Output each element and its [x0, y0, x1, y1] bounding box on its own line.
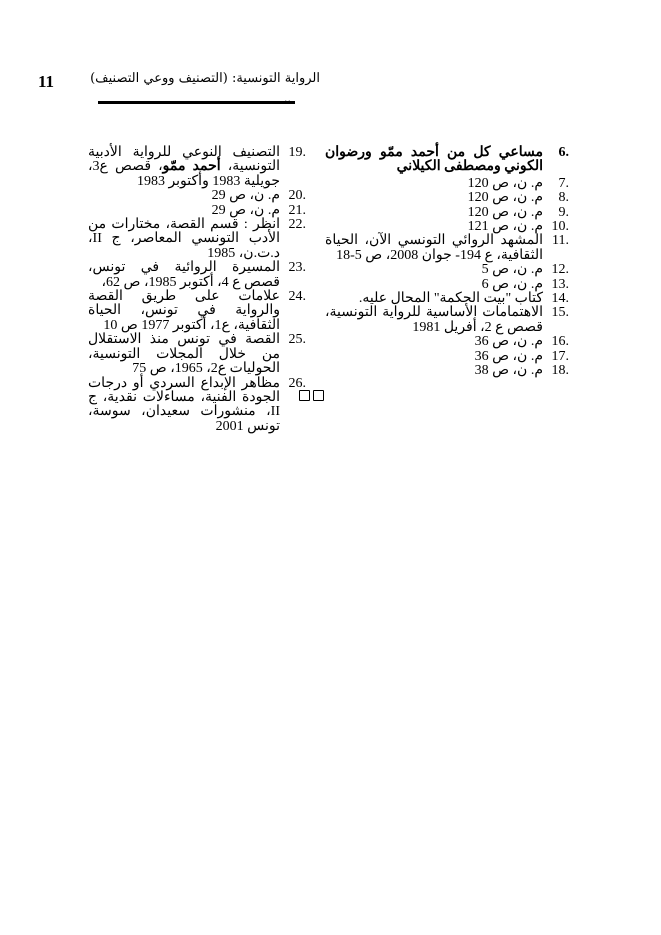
note-6 — [325, 146, 569, 175]
note-9 — [325, 206, 569, 220]
end-square-icon — [299, 390, 310, 401]
note-19 — [88, 146, 306, 189]
page-number: 11 — [38, 72, 55, 91]
end-mark — [299, 390, 324, 401]
note-12 — [325, 263, 569, 277]
note-text: علامات على طريق القصة والرواية في تونس، الحياة الثقافية، ع1، أكتوبر 1977 ص 10 — [88, 289, 280, 333]
note-20 — [88, 189, 306, 203]
note-number: 20. — [288, 188, 306, 204]
note-text-rest: ، قصص ع3، جويلية 1983 وأكتوبر 1983 — [88, 159, 280, 189]
note-text: م. ن، ص 36 — [474, 334, 543, 350]
note-23 — [88, 261, 306, 290]
note-number: 21. — [288, 202, 306, 218]
note-25 — [88, 333, 306, 376]
header-rule — [98, 101, 295, 104]
note-text: مساعي كل من أحمد ممّو ورضوان الكوني ومصطفى الكيلاني — [325, 145, 543, 175]
note-text: المسيرة الروائية في تونس، قصص ع 4، أكتوبر 1985، ص 62، — [88, 260, 280, 290]
note-text: م. ن، ص 29 — [211, 188, 280, 204]
note-number: 18. — [551, 363, 569, 379]
note-text: انظر : قسم القصة، مختارات من الأدب التونسي المعاصر، ج II، د.ت.ن، 1985 — [88, 217, 280, 261]
note-text: م. ن، ص 6 — [481, 276, 543, 292]
note-number: 19. — [288, 145, 306, 160]
author-name: أحمد ممّو — [162, 159, 221, 175]
note-text — [88, 146, 280, 189]
notes-column-right — [325, 146, 569, 379]
note-text: كتاب "بيت الحكمة" المحال عليه. — [358, 291, 543, 307]
note-text: الاهتمامات الأساسية للرواية التونسية، قصص ع 2، أفريل 1981 — [325, 305, 543, 335]
header-dots: .. — [284, 92, 291, 105]
note-number: 10. — [551, 219, 569, 235]
note-number: 8. — [558, 190, 569, 206]
note-text: م. ن، ص 120 — [467, 204, 543, 220]
note-number: 17. — [551, 348, 569, 364]
note-text-plain: التصنيف النوعي للرواية الأدبية التونسية، — [88, 145, 281, 175]
note-13 — [325, 278, 569, 292]
note-number: 23. — [288, 260, 306, 276]
note-text: م. ن، ص 121 — [467, 219, 543, 235]
note-text: المشهد الروائي التونسي الآن، الحياة الثقافية، ع 194- جوان 2008، ص 5-18 — [325, 233, 543, 263]
note-number: 7. — [558, 175, 569, 191]
note-number: 12. — [551, 262, 569, 278]
note-15 — [325, 306, 569, 335]
note-17 — [325, 350, 569, 364]
note-18 — [325, 364, 569, 378]
note-7 — [325, 177, 569, 191]
note-21 — [88, 204, 306, 218]
note-number: 26. — [288, 375, 306, 391]
running-header: الرواية التونسية: (التصنيف ووعي التصنيف) — [90, 71, 320, 86]
note-24 — [88, 290, 306, 333]
note-text: م. ن، ص 5 — [481, 262, 543, 278]
end-square-icon — [313, 390, 324, 401]
note-26 — [88, 377, 306, 435]
note-number: 14. — [551, 291, 569, 307]
note-22 — [88, 218, 306, 261]
note-number: 24. — [288, 289, 306, 305]
note-number: 11. — [552, 233, 569, 249]
note-text: م. ن، ص 29 — [211, 202, 280, 218]
note-text: م. ن، ص 36 — [474, 348, 543, 364]
note-number: 16. — [551, 334, 569, 350]
note-number: 9. — [558, 204, 569, 220]
note-text: م. ن، ص 38 — [474, 363, 543, 379]
note-text: م. ن، ص 120 — [467, 190, 543, 206]
note-number: 15. — [551, 305, 569, 321]
note-16 — [325, 335, 569, 349]
note-11 — [325, 234, 569, 263]
notes-column-left — [88, 146, 306, 434]
note-text: القصة في تونس منذ الاستقلال من خلال المجلات التونسية، الحوليات ع2، 1965، ص 75 — [88, 332, 280, 377]
note-number: 25. — [288, 332, 306, 348]
note-number: 13. — [551, 276, 569, 292]
note-number: 6. — [558, 145, 569, 160]
note-8 — [325, 191, 569, 205]
note-text: م. ن، ص 120 — [467, 175, 543, 191]
note-text: مظاهر الإبداع السردي أو درجات الجودة الفنية، مساءلات نقدية، ج II، منشورات سعيدان، سوسة، تونس 2001 — [88, 375, 280, 434]
note-number: 22. — [288, 217, 306, 233]
